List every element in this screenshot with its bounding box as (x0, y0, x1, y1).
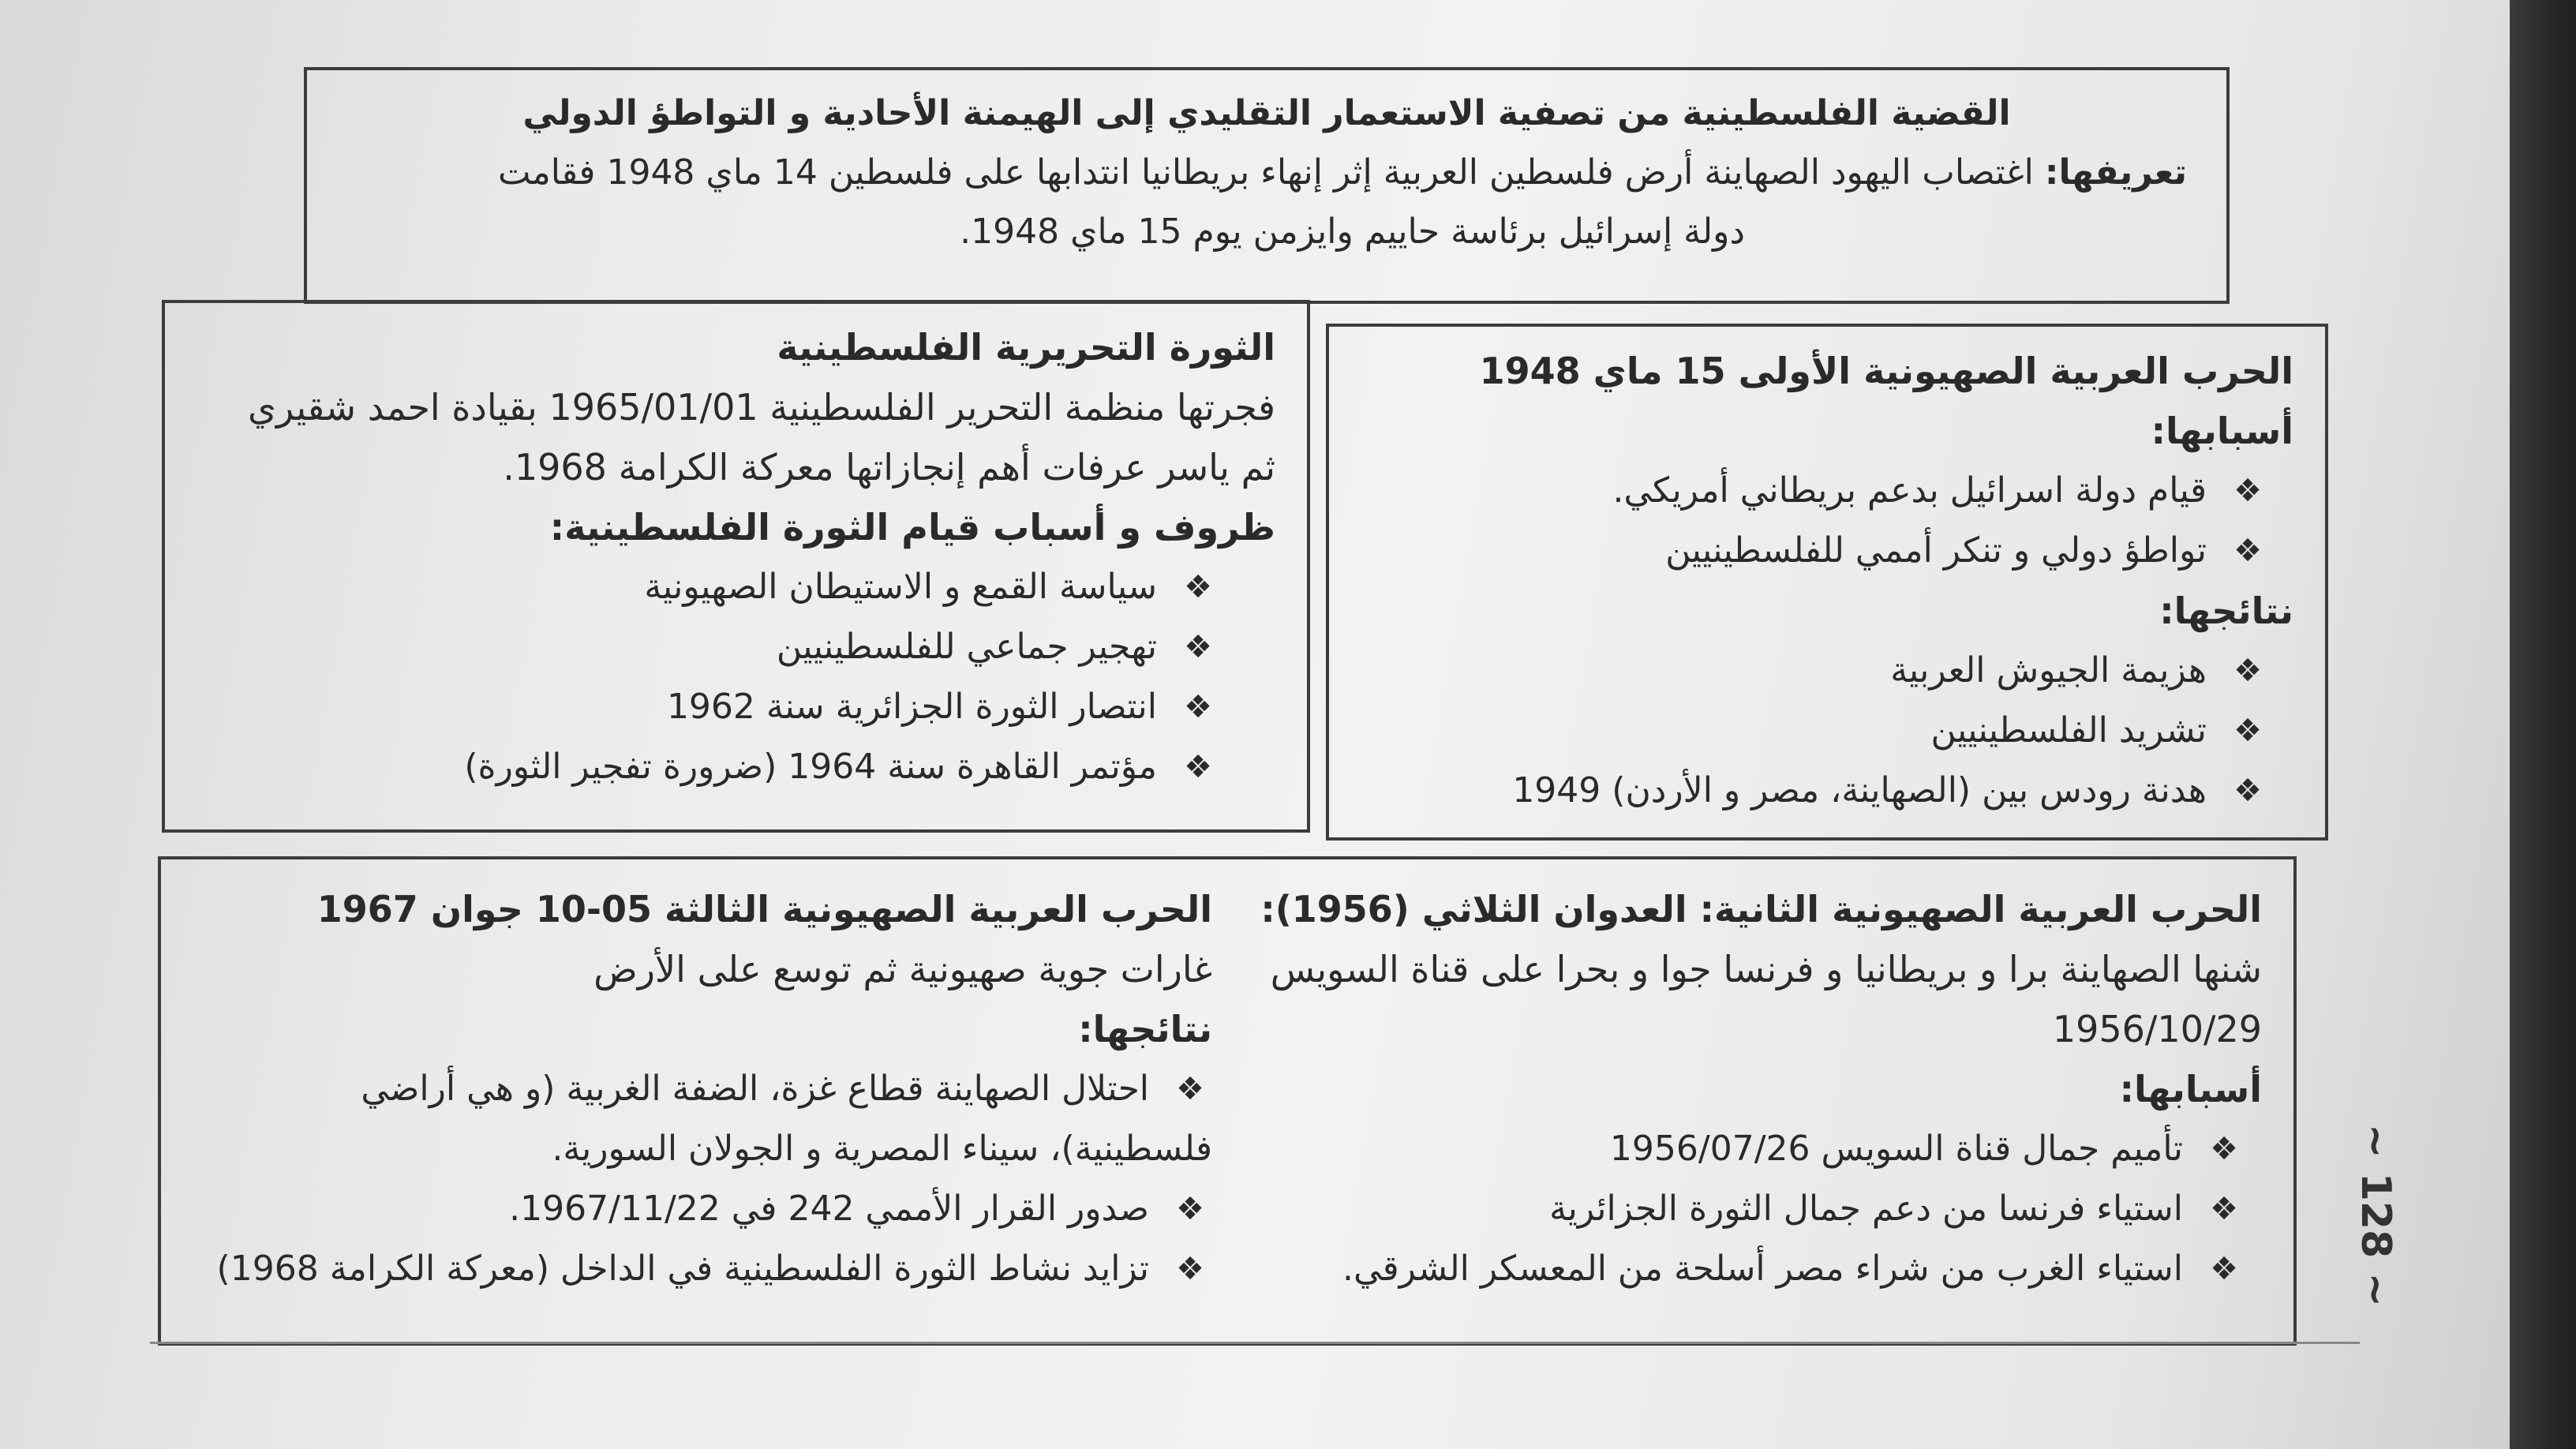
dark-background-edge (2510, 0, 2576, 1449)
second-war-line-2: 1956/10/29 (2052, 1008, 2262, 1050)
revolution-box (162, 300, 1310, 833)
third-war-result-1-line-2: فلسطينية)، سيناء المصرية و الجولان السورية. (552, 1129, 1212, 1169)
third-war-result-1-line-1: ❖ احتلال الصهاينة قطاع غزة، الضفة الغربية (و هي أراضي (186, 1059, 1204, 1119)
second-war-cause-2: ❖ استياء فرنسا من دعم جمال الثورة الجزائرية (1291, 1179, 2238, 1239)
first-war-cause-1: ❖ قيام دولة اسرائيل بدعم بريطاني أمريكي. (1345, 461, 2262, 521)
third-war-result-3: ❖ تزايد نشاط الثورة الفلسطينية في الداخل (معركة الكرامة 1968) (186, 1239, 1204, 1299)
first-war-cause-2: ❖ تواطؤ دولي و تنكر أممي للفلسطينيين (1345, 521, 2262, 581)
definition-text-1: اغتصاب اليهود الصهاينة أرض فلسطين العربية إثر إنهاء بريطانيا انتدابها على فلسطين 14 ماي 1948 فقامت (497, 152, 2034, 193)
header-title: القضية الفلسطينية من تصفية الاستعمار التقليدي إلى الهيمنة الأحادية و التواطؤ الدولي (522, 93, 2011, 133)
first-war-result-2: ❖ تشريد الفلسطينيين (1345, 701, 2262, 761)
second-war-causes-label: أسبابها: (2119, 1068, 2262, 1110)
page-number: ~ 128 ~ (2352, 1124, 2399, 1307)
definition-label: تعريفها: (2044, 152, 2187, 193)
first-war-result-3: ❖ هدنة رودس بين (الصهاينة، مصر و الأردن) 1949 (1345, 761, 2262, 821)
third-war-line-1: غارات جوية صهيونية ثم توسع على الأرض (593, 948, 1212, 990)
bottom-separator-line (150, 1342, 2360, 1344)
first-war-title: الحرب العربية الصهيونية الأولى 15 ماي 1948 (1479, 350, 2293, 392)
first-war-result-1: ❖ هزيمة الجيوش العربية (1345, 641, 2262, 701)
revolution-condition-1: ❖ سياسة القمع و الاستيطان الصهيونية (181, 557, 1212, 617)
revolution-line-2: ثم ياسر عرفات أهم إنجازاتها معركة الكرامة 1968. (503, 446, 1275, 489)
bottom-box (158, 856, 2297, 1346)
first-war-causes-label: أسبابها: (2151, 410, 2293, 452)
revolution-conditions-label: ظروف و أسباب قيام الثورة الفلسطينية: (549, 506, 1275, 549)
revolution-line-1: فجرتها منظمة التحرير الفلسطينية 1965/01/01 بقيادة احمد شقيري (248, 386, 1275, 429)
second-war-cause-1: ❖ تأميم جمال قناة السويس 1956/07/26 (1291, 1119, 2238, 1179)
second-war-section (1260, 879, 2262, 1299)
third-war-section (186, 879, 1212, 1299)
revolution-condition-2: ❖ تهجير جماعي للفلسطينيين (181, 617, 1212, 677)
definition-line-1 (346, 141, 2187, 204)
first-war-box (1326, 324, 2328, 841)
revolution-title: الثورة التحريرية الفلسطينية (777, 326, 1275, 369)
second-war-title: الحرب العربية الصهيونية الثانية: العدوان الثلاثي (1956): (1260, 888, 2262, 930)
header-box (304, 67, 2230, 304)
definition-line-2: دولة إسرائيل برئاسة حاييم وايزمن يوم 15 ماي 1948. (960, 212, 1745, 252)
first-war-results-label: نتائجها: (2159, 590, 2293, 632)
third-war-title: الحرب العربية الصهيونية الثالثة 05-10 جوان 1967 (316, 888, 1212, 930)
third-war-result-2: ❖ صدور القرار الأممي 242 في 1967/11/22. (186, 1179, 1204, 1239)
revolution-condition-4: ❖ مؤتمر القاهرة سنة 1964 (ضرورة تفجير الثورة) (181, 737, 1212, 797)
third-war-results-label: نتائجها: (1078, 1008, 1212, 1050)
second-war-cause-3: ❖ استياء الغرب من شراء مصر أسلحة من المعسكر الشرقي. (1291, 1239, 2238, 1299)
revolution-condition-3: ❖ انتصار الثورة الجزائرية سنة 1962 (181, 677, 1212, 737)
second-war-line-1: شنها الصهاينة برا و بريطانيا و فرنسا جوا و بحرا على قناة السويس (1270, 948, 2262, 990)
